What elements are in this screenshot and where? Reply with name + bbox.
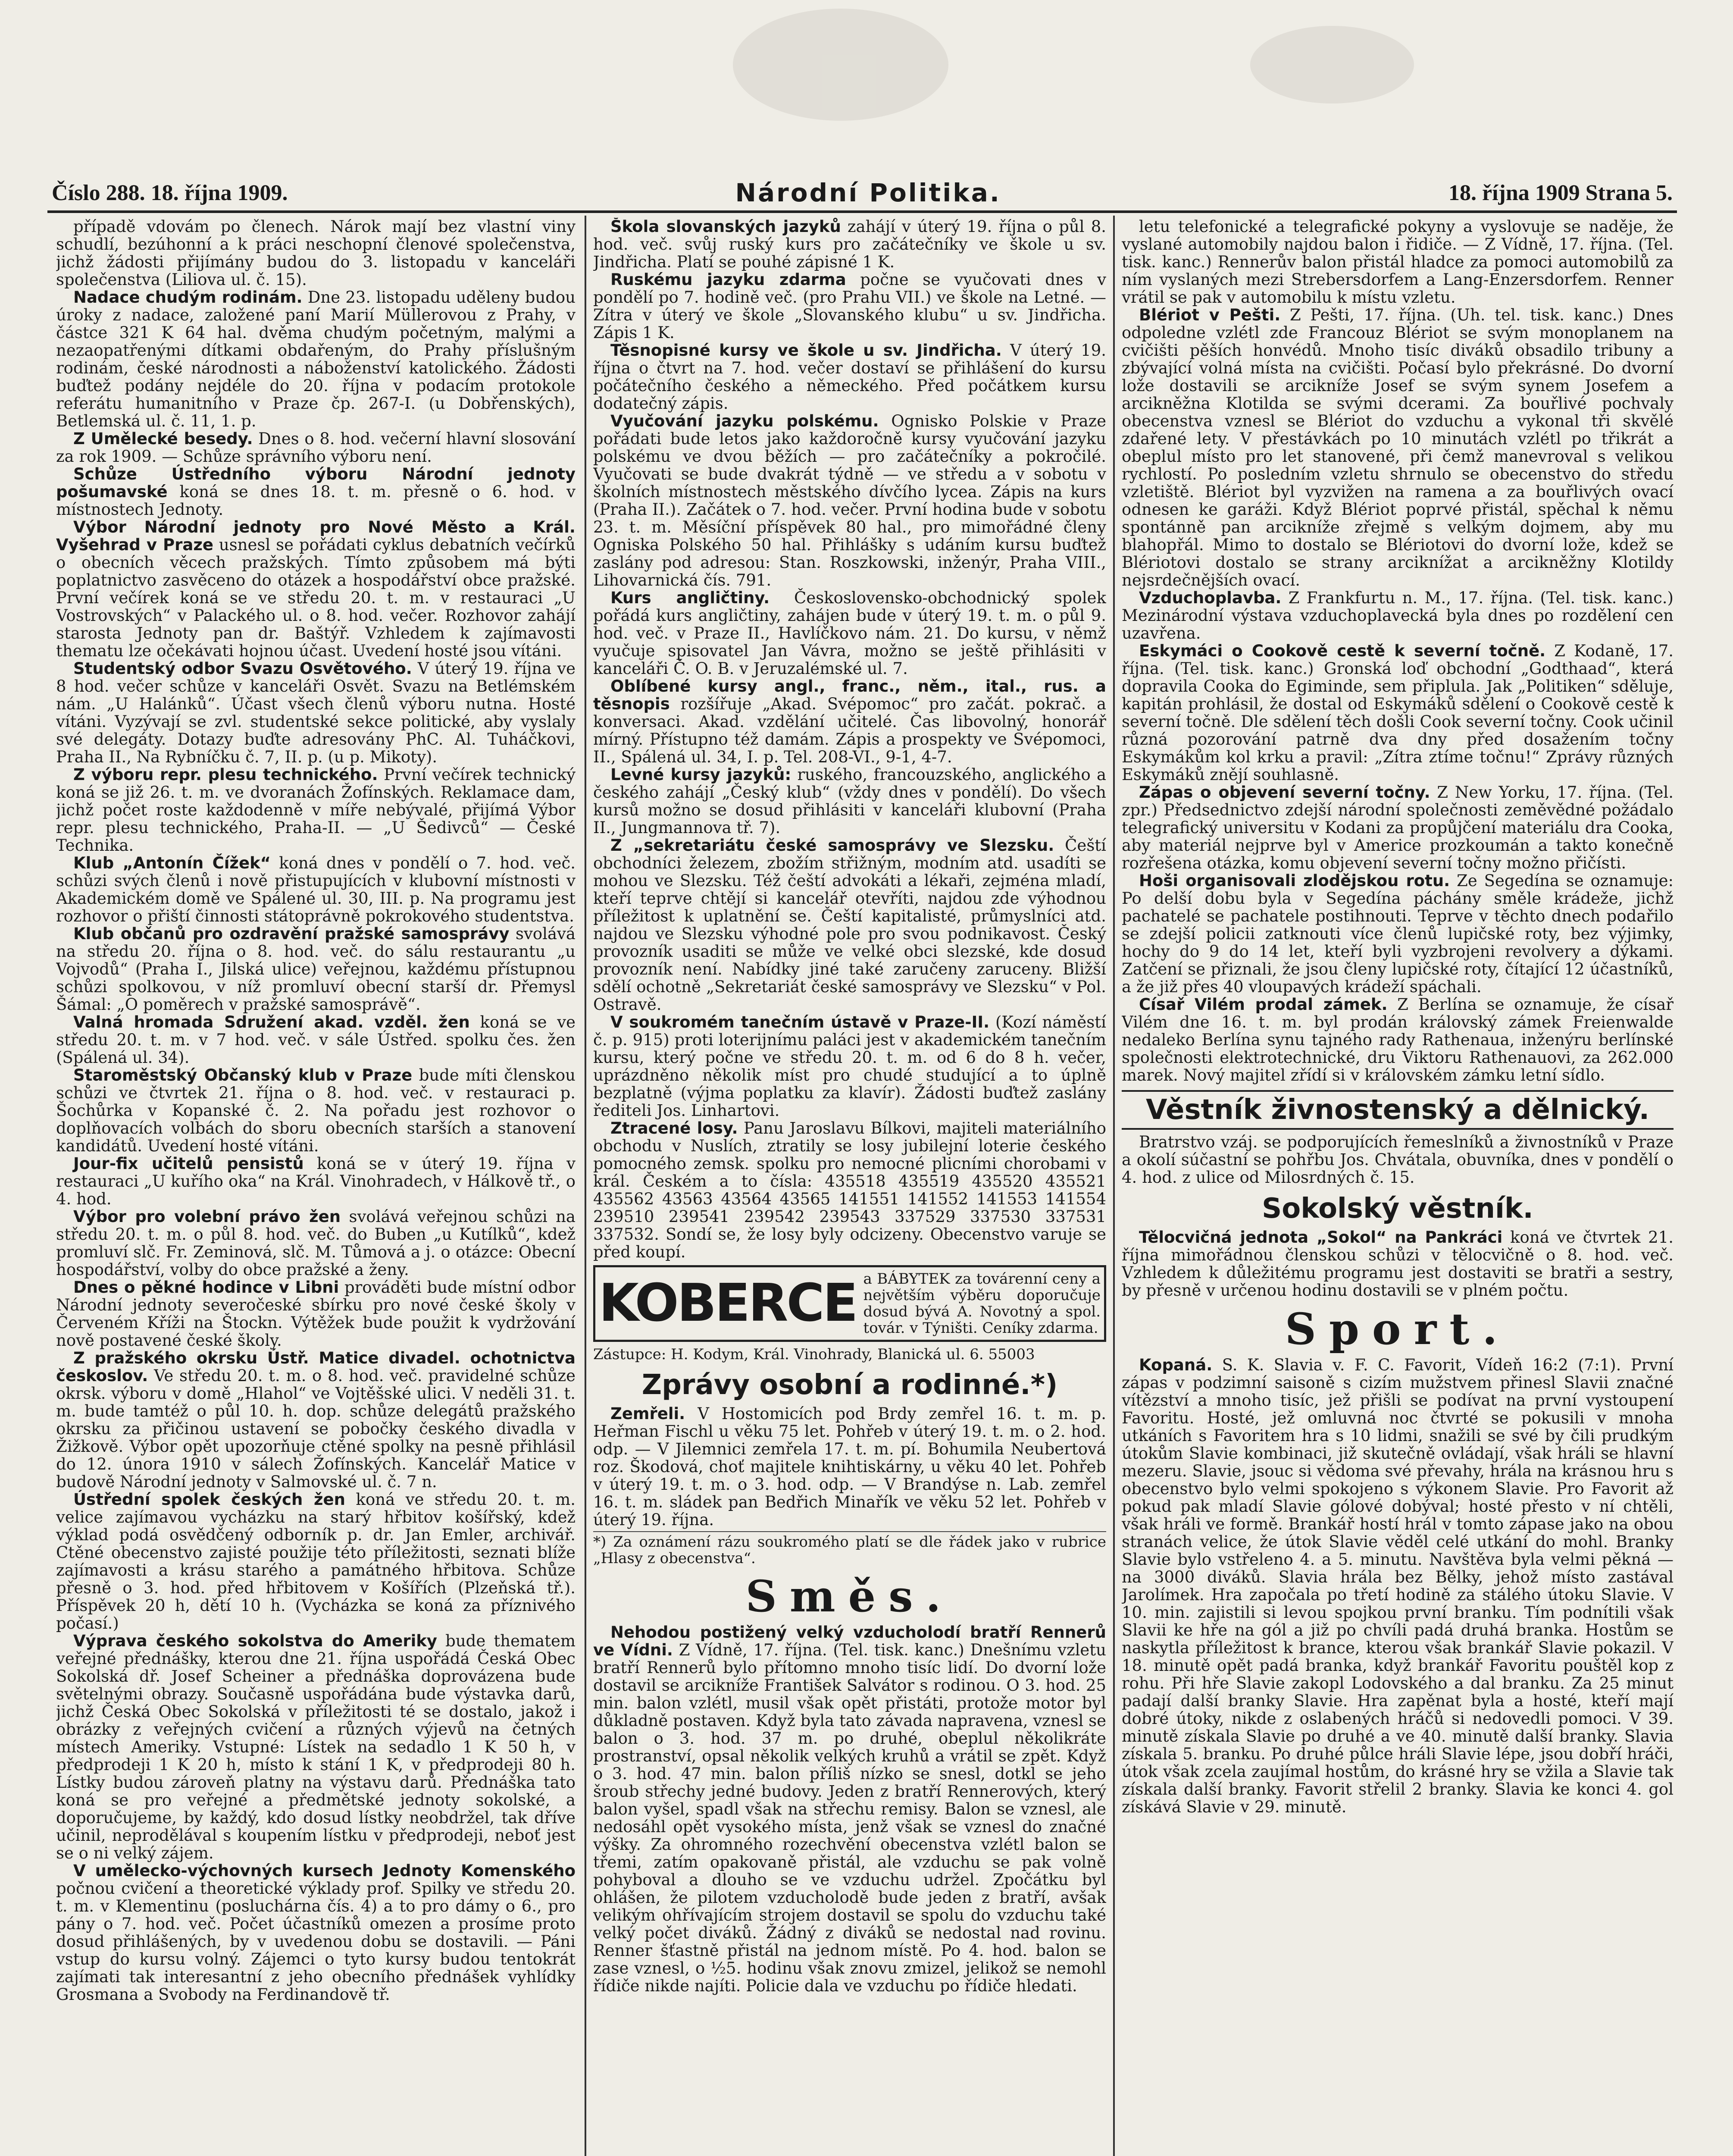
ad-agent: Zástupce: H. Kodym, Král. Vinohrady, Blanická ul. 6.	[593, 1346, 984, 1363]
news-item	[593, 1013, 1106, 1119]
news-item	[593, 589, 1106, 677]
news-item-text: Z Pešti, 17. října. (Uh. tel. tisk. kanc.) Dnes odpoledne vzlétl zde Francouz Blériot se svým monoplanem na cvičišti pěších honvédů. Mnoho tisíc diváků obsadilo tribuny a zbývající volná místa na cvičišti. Počasí bylo překrásné. Do dvorní lože dostavili se arcikníže Josef se svým synem Josefem a arcikněžna Klotilda se svými dcerami. Za bouřlivé pochvaly obecenstva vznesl se Blériot do vzduchu a vykonal tři skvělé zdařené lety. V přestávkách po 10 minutách vzlétl po třikrát a obeplul místo pro let stanovené, při čemž manevroval s velikou rychlostí. Po posledním vzletu shrnulo se obecenstvo do středu vzletiště. Blériot byl vyzvižen na ramena a za bouřlivých ovací odnesen ke garáži. Když Blériot poprvé přistál, spěchal k němu spontánně pan arcikníže zřejmě s velkým dojmem, aby mu blahopřál. Mimo to dostalo se Blériotovi do dvorní lože, kdež se Blériotovi dostalo se strany arciknížat a arcikněžny Klotildy nejsrdečnějších ovací.	[1122, 306, 1674, 589]
section-heading-miscellany: Směs.	[745, 1571, 954, 1622]
ad-body: a BÁBYTEK za továrenní ceny a největším výběru doporučuje dosud bývá A. Novotný a spol. továr. v Týništi. Ceníky zdarma.	[863, 1270, 1101, 1337]
column-1	[56, 218, 576, 2156]
news-item-text: Panu Jaroslavu Bílkovi, majiteli materiálního obchodu v Nuslích, ztratily se losy jubilejní loterie českého pomocného zemsk. spolku pro nemocné plicními chorobami v král. Českém a to čísla: 435518 435519 435520 435521 435562 43563 43564 43565 141551 141552 141553 141554 239510 239541 239542 239543 337529 337530 337531 337532. Sondí se, že losy byly odcizeny. Obecenstvo varuje se před koupí.	[593, 1119, 1106, 1261]
news-item	[56, 1208, 576, 1279]
news-item-lead: Výbor Národní jednoty pro Nové Město a Král. Vyšehrad v Praze	[56, 518, 576, 554]
news-item-text: Ognisko Polskie v Praze pořádati bude letos jako každoročně kursy vyučování jazyku polskému ve dvou běžích — pro začátečníky a pokročilé. Vyučovati se bude dvakrát týdně — ve středu a v sobotu v školních místnostech městského dívčího lycea. Zápis na kurs (Praha II.). Začátek o 7. hod. večer. První hodina bude v sobotu 23. t. m. Měsíční příspěvek 80 hal., pro mimořádné členy Ogniska Polského 50 hal. Přihlášky s udáním kursu buďtež zaslány pod adresou: Stan. Roszkowski, inženýr, Praha VIII., Lihovarnická čís. 791.	[593, 412, 1106, 589]
news-item	[593, 766, 1106, 837]
sport-item: Kopaná. S. K. Slavia v. F. C. Favorit, Vídeň 16:2 (7:1). První zápas v podzimní saisoně s cizím mužstvem přinesl Slavii značné vítězství a mnoho tisíc, jež přišli se podívat na první vystoupení Favoritu. Hosté, jež omluvná noc čtvrté se pokusili v mnoha utkáních s Favoritem hra s 10 lidmi, snažili se své by čili prudkým útokům Slavie kombinaci, již skutečně ovládají, však hráli se hlavní mezeru. Slavie, jsouc si vědoma své převahy, hrála na krásnou hru s obecenstvo bylo velmi spokojeno s výkonem Slavie. Pro Favorit až pokud pak mladí Slavie gólové dobýval; hosté přesto v ní chtěli, však hráli ve formě. Brankář hostí hrál v tomto zápase jako na obou stranách velice, že útok Slavie věděl celé utkání do mohl. Branky Slavie bylo vstřeleno 4. a 5. minutu. Navštěva byla velmi pěkná — na 3000 diváků. Slavia hrála bez Bělky, jehož místo zastával Jarolímek. Hra započala po třetí hodině za stálého útoku Slavie. V 10. min. zajistili si levou spojkou první branku. Tím podnítili však Slavii ke hře na gól a již po chvíli padá druhá branka. Hostům se naskytla příležitost k brance, kterou však brankář Slavie pokazil. V 18. minutě opět padá branka, když brankář Favoritu pouštěl kop z rohu. Při hře Slavie zakopl Lodovského a dal branku. Za 25 minut padají další branky Slavie. Hra zapěnat byla a hosté, kteří mají dobré útoky, nikde z oslabených hráčů si nedovedli pomoci. V 39. minutě získala Slavie po druhé a ve 40. minutě další branky. Slavia získala 5. branku. Po druhé půlce hráli Slavie lépe, jsou dobří hráči, útok však zcela zaujímal hostům, do krásné hry se vžila a Slavie tak získala další branky. Favorit střelil 2 branky. Slavia ke konci 4. gol získává Slavie v 29. minutě.	[1122, 1356, 1674, 1816]
news-item-lead: Výbor pro volební právo žen	[73, 1207, 341, 1226]
news-item-lead: Schůze Ústředního výboru Národní jednoty pošumavské	[56, 465, 576, 501]
news-item-lead: Císař Vilém prodal zámek.	[1139, 995, 1388, 1014]
news-item-lead: Kurs angličtiny.	[610, 589, 770, 607]
news-item	[56, 1349, 576, 1491]
news-item	[56, 465, 576, 518]
news-item	[56, 660, 576, 766]
news-item-lead: Vyučování jazyku polskému.	[610, 412, 879, 430]
news-item	[56, 854, 576, 925]
news-item	[56, 1491, 576, 1632]
news-item-text: koná dnes v pondělí o 7. hod. več. schůzi svých členů i nově přistupujících v klubovní místnosti v Akademickém domě ve Spálené ul. 30, III. p. Na programu jest rozhovor o přiští činnosti státoprávně pokrokového studentstva.	[56, 854, 576, 925]
news-item-text: Z Kodaně, 17. října. (Tel. tisk. kanc.) Gronská loď obchodní „Godthaad“, která dopravila Cooka do Egiminde, sem připlula. Jak „Politiken“ sděluje, kapitán prohlásil, že dostal od Eskymáků sdělení o Cookově cestě k severní točně. Dle sdělení těch došli Cook severní točny. Cook učinil různá pozorování patrně dva dny před dosažením točny Eskymákům kol krku a pravil: „Zítra ztíme točnu!“ Zprávy různých Eskymáků znějí souhlasně.	[1122, 642, 1674, 784]
news-item-lead: Výprava českého sokolstva do Ameriky	[73, 1632, 437, 1650]
news-item	[56, 1632, 576, 1862]
news-item-lead: Valná hromada Sdružení akad. vzděl. žen	[73, 1013, 470, 1031]
news-item	[593, 1405, 1106, 1529]
news-item	[56, 1155, 576, 1208]
news-item	[1122, 306, 1674, 589]
news-item	[56, 925, 576, 1013]
news-item-lead: Ztracené losy.	[610, 1119, 738, 1138]
news-item-text: Československo-obchodnický spolek pořádá kurs angličtiny, zahájen bude v úterý 19. t. m. o půl 9. hod. več. v Praze II., Havlíčkovo nám. 21. Do kursu, v němž vyučuje spisovatel Jan Vávra, možno se ještě přihlásiti v kanceláři Č. O. B. v Jeruzalémské ul. 7.	[593, 589, 1106, 678]
ad-headline: KOBERCE	[599, 1273, 857, 1333]
news-item-text: (Kozí náměstí č. p. 915) proti loterijnímu paláci jest v akademickém tanečním kursu, který počne ve středu 20. t. m. od 6 do 8 h. večer, uprázdněno několik míst pro chudé studující a to úplně bezplatně (výjma poplatku za klavír). Žádosti buďtež zaslány řediteli Jos. Linhartovi.	[593, 1013, 1106, 1120]
news-item-lead: Blériot v Pešti.	[1139, 306, 1281, 324]
news-item-lead: Eskymáci o Cookově cestě k severní točně.	[1139, 642, 1546, 660]
newspaper-title: Národní Politika.	[735, 178, 1001, 207]
masthead-rule	[47, 210, 1677, 213]
news-item-text: V úterý 19. října o čtvrt na 7. hod. večer dostaví se přihlášení do kursu počátečního českého a německého. Před počátkem kursu dodatečný zápis.	[593, 341, 1106, 413]
news-item	[1122, 642, 1674, 783]
news-item-text: Čeští obchodníci železem, zbožím střižným, modním atd. usadíti se mohou ve Slezsku. Též čeští advokáti a lékaři, zejména mladí, kteří teprve chtějí si kancelář otevříti, najdou zde výhodnou příležitost k uplatnění se. Čeští kapitalisté, průmyslníci atd. najdou ve Slezsku výhodné pole pro svou podnikavost. Český provozník usaditi se může ve velké obci slezské, kde dosud provozník není. Nabídky jiné také zaručeny zaruceny. Bližší sdělí ochotně „Sekretariát české samosprávy ve Slezsku“ v Pol. Ostravě.	[593, 836, 1106, 1014]
news-item-text: koná se dnes 18. t. m. přesně o 6. hod. v místnostech Jednoty.	[56, 483, 576, 519]
news-item-lead: Levné kursy jazyků:	[610, 765, 791, 784]
news-item	[593, 837, 1106, 1013]
news-item-text: počnou cvičení a theoretické výklady prof. Spilky ve středu 20. t. m. v Klementinu (posluchárna čís. 4) a to pro dámy o 6., pro pány o 7. hod. več. Počet účastníků omezen a prosíme proto dosud přihlášených, by v uvedenou dobu se dostavili. — Páni vstup do kursu volný. Zájemci o tyto kursy budou tentokrát zajímati tak interesantní z jeho obecního přednášek vyhlídky Grosmana a Svobody na Ferdinandově tř.	[56, 1879, 576, 2004]
news-item	[56, 1862, 576, 2003]
section-heading-sport: Sport.	[1285, 1304, 1511, 1354]
news-item-text: ruského, francouzského, anglického a českého zahájí „Český klub“ (vždy dnes v pondělí). Do všech kursů možno se dosud přihlásiti v kanceláři klubovní (Praha II., Jungmannova tř. 7).	[593, 765, 1106, 837]
news-item-lead: Jour-fix učitelů pensistů	[73, 1154, 304, 1173]
section-heading-personal: Zprávy osobní a rodinné.*)	[641, 1369, 1058, 1401]
column-3-news	[1122, 218, 1674, 1084]
news-item	[56, 1279, 576, 1349]
miscellany-news	[593, 1623, 1106, 1995]
news-item	[56, 430, 576, 465]
personal-news	[593, 1405, 1106, 1529]
news-item	[1122, 589, 1674, 642]
news-item-lead: Ústřední spolek českých žen	[73, 1490, 345, 1509]
news-item-lead: V soukromém tanečním ústavě v Praze-II.	[610, 1013, 990, 1031]
ad-footer	[593, 1346, 1106, 1363]
news-item-lead: V umělecko-výchovných kursech Jednoty Komenského	[73, 1861, 576, 1880]
news-item-text: bude míti členskou schůzi ve čtvrtek 21. října o 8. hod. več. v restauraci p. Šochůrka v Kopanské č. 2. Na pořadu jest rozhovor o doplňovacích volbách do sboru obecních starších a stanovení kandidátů. Uvedení hosté vítáni.	[56, 1066, 576, 1155]
news-item-lead: Studentský odbor Svazu Osvětového.	[73, 659, 412, 678]
news-item-lead: Z „sekretariátu české samosprávy ve Slezsku.	[610, 836, 1054, 855]
news-item-lead: Hoši organisovali zlodějskou rotu.	[1139, 871, 1450, 890]
news-item-text: případě vdovám po členech. Nárok mají bez vlastní viny schudlí, bezúhonní a k práci neschopní členové společenstva, jichž žádosti přijímány budou do 3. listopadu v kanceláři společenstva (Liliova ul. č. 15).	[56, 218, 576, 289]
news-item-text: Ze Segedína se oznamuje: Po delší dobu byla v Segedína páchány směle krádeže, jichž pachatelé se pachatele postihnouti. Teprve v těchto dnech podařilo se zdejší policii zatknouti více členů lupičské roty, bez výjimky, hochy do 9 do 14 let, kteří byli vyzbrojeni revolvery a dýkami. Zatčení se přiznali, že jsou členy lupičské roty, čítající 12 účastníků, a že již přes 40 vloupavých krádeží spáchali.	[1122, 871, 1674, 996]
news-item	[56, 1066, 576, 1155]
news-item-text: koná se ve středu 20. t. m. v 7 hod. več. v sále Ústřed. spolku čes. žen (Spálená ul. 34).	[56, 1013, 576, 1067]
news-item-text: Dnes o 8. hod. večerní hlavní slosování za rok 1909. — Schůze správního výboru není.	[56, 429, 576, 466]
news-item-text: V Hostomicích pod Brdy zemřel 16. t. m. p. Heřman Fischl u věku 75 let. Pohřeb v úterý 19. t. m. o 2. hod. odp. — V Jilemnici zemřela 17. t. m. pí. Bohumila Neubertová roz. Škodová, choť majitele knihtiskárny, u věku 40 let. Pohřeb v úterý 19. t. m. o 3. hod. odp. — V Brandýse n. Lab. zemřel 16. t. m. sládek pan Bedřich Minařík ve věku 52 let. Pohřeb v úterý 19. října.	[593, 1404, 1106, 1529]
news-item-lead: Z výboru repr. plesu technického.	[73, 765, 378, 784]
column-3	[1122, 218, 1674, 2156]
news-item-lead: Dnes o pěkné hodince v Libni	[73, 1278, 339, 1297]
news-item-lead: Ruskému jazyku zdarma	[610, 270, 846, 289]
news-item	[56, 288, 576, 430]
column-2	[593, 218, 1106, 2156]
masthead	[52, 178, 1673, 208]
news-item-text: Z New Yorku, 17. října. (Tel. zpr.) Předsednictvo zdejší národní společnosti zeměvědné požádalo telegrafický universitu v Kodani za propůjčení materiálu dra Cooka, aby materiál nejprve byl v Americe prozkoumán a takto konečně rozřešena otázka, komu objevení severní točny možno přičísti.	[1122, 783, 1674, 872]
news-item-text: koná ve středu 20. t. m. velice zajímavou vycházku na starý hřbitov košířský, kdež výklad podá osvědčený odborník p. dr. Jan Emler, archivář. Ctěné obecenstvo zajisté použije této příležitosti, seznati blíže zajímavosti a krásu starého a památného hřbitova. Schůze přesně o 3. hod. před hřbitovem v Košířích (Plzeňská tř.). Příspěvek 20 h, dětí 10 h. (Vycházka se koná za příznivého počasí.)	[56, 1490, 576, 1633]
news-item-text: První večírek technický koná se již 26. t. m. ve dvoranách Žofínských. Reklamace dam, jichž počet roste každodenně v míře nebývalé, přijímá Výbor repr. plesu technického, Praha-II. — „U Šedivců“ — České Technika.	[56, 765, 576, 855]
news-item-text: zahájí v úterý 19. října o půl 8. hod. več. svůj ruský kurs pro začátečníky ve škole u sv. Jindřicha. Platí se pouhé zápisné 1 K.	[593, 218, 1106, 271]
news-item-text: rozšířuje „Akad. Svépomoc“ pro začát. pokrač. a konversaci. Akad. vzdělání učitelé. Čas libovolný, honorář mírný. Přístupno též damám. Zápis a prospekty ve Svépomoci, II., Spálená ul. 34, I. p. Tel. 208-VI., 9-1, 4-7.	[593, 695, 1106, 766]
news-item-text: Z Berlína se oznamuje, že císař Vilém dne 16. t. m. byl prodán královský zámek Freienwalde nedaleko Berlína synu tajného rady Rathenaua, inženýru berlínské společnosti elektrotechnické, dru Viktoru Rathenauovi, za 262.000 marek. Nový majitel zřídí si v královském zámku letní sídlo.	[1122, 995, 1674, 1084]
news-item	[56, 1013, 576, 1066]
news-item-text: Dne 23. listopadu uděleny budou úroky z nadace, založené paní Marií Müllerovou z Prahy, v částce 321 K 64 hal. dvěma chudým početným, malými a nezaopatřenými dítkami obdařeným, do Prahy příslušným rodinám, české národnosti a náboženství katolického. Žádosti buďtež podány nejdéle do 20. října v podacím protokole referátu humanitního v Praze čp. 267-I. (u Dobřenských), Betlemská ul. č. 11, 1. p.	[56, 288, 576, 430]
column-2-notices	[593, 218, 1106, 1261]
news-item	[593, 412, 1106, 589]
paper-stain	[733, 9, 948, 121]
news-item-lead: Zápas o objevení severní točny.	[1139, 783, 1430, 802]
news-item-text: Z Vídně, 17. října. (Tel. tisk. kanc.) Dnešnímu vzletu bratří Rennerů bylo přítomno mnoho tisíc lidí. Do dvorní lože dostavil se arcikníže František Salvátor s rodinou. O 3. hod. 25 min. balon vzlétl, musil však opět přistáti, protože motor byl důkladně postaven. Když byla tato závada napravena, vznesl se balon o 3. hod. 37 m. po druhé, obeplul několikráte prostranství, opsal několik velkých kruhů a vrátil se zpět. Když o 3. hod. 47 min. balon příliš nízko se snesl, dotkl se jeho šroub střechy jedné budovy. Jeden z bratří Rennerových, který balon vyšel, spadl však na střechu remisy. Balon se vznesl, ale nedosáhl opět vysokého místa, jenž však se vznesl do značné výšky. Za ohromného rozechvění obecenstva vzlétl balon se třemi, zatím opakovaně přistál, ale vzduchu se pak volně pohyboval a dlouho se ve vzduchu udržel. Zpočátku byl ohlášen, že pilotem vzducholodě bude jeden z bratří, avšak velikým ohřívajícím strojem dostavil se spolu do vzduchu také velký počet diváků. Žádný z diváků se nedostal nad rovinu. Renner šťastně přistál na jednom místě. Po 4. hod. balon se zase vznesl, o ½5. hodinu však znovu zmizel, jelikož se nemohl řídiče nikde najíti. Policie dala ve vzduchu po řídiče hledati.	[593, 1641, 1106, 1995]
news-item-lead: Staroměstský Občanský klub v Praze	[73, 1066, 413, 1084]
news-item-text: Ve středu 20. t. m. o 8. hod. več. pravidelné schůze okrsk. výboru v domě „Hlahol“ ve Vojtěšské ulici. V neděli 31. t. m. bude tamtéž o půl 10. h. dop. schůze delegátů pražského okrsku za přičinou ustavení se pobočky českého divadla v Žižkově. Výbor opět upozorňuje ctěné spolky na pesně přihlásil do 12. února 1910 v sálech Žofínských. Kancelář Matice v budově Národní jednoty v Salmovské ul. č. 7 n.	[56, 1366, 576, 1491]
news-item-lead: Zemřeli.	[610, 1404, 685, 1423]
news-item-lead: Oblíbené kursy angl., franc., něm., ital., rus. a těsnopis	[593, 677, 1106, 713]
news-item	[593, 1623, 1106, 1995]
news-item-lead: Těsnopisné kursy ve škole u sv. Jindřicha.	[610, 341, 1002, 360]
news-item-lead: Z pražského okrsku Ústř. Matice divadel. ochotnictva českoslov.	[56, 1349, 576, 1385]
news-item-lead: Nadace chudým rodinám.	[73, 288, 303, 307]
news-item-text: letu telefonické a telegrafické pokyny a vyslovuje se naděje, že vyslané automobily najdou balon i řidiče. — Z Vídně, 17. října. (Tel. tisk. kanc.) Rennerův balon přistál hladce za pomoci automobilů za ním vyslaných mezi Strebersdorfem a Lang-Enzersdorfem. Renner vrátil se pak v automobilu k místu vzletu.	[1122, 218, 1674, 307]
news-item-lead: Z Umělecké besedy.	[73, 429, 253, 448]
carpet-advertisement	[593, 1265, 1106, 1342]
news-item-text: prováděti bude místní odbor Národní jednoty severočeské sbírku pro nové české školy v Červeném Kříži na Štockn. Výtěžek bude použit k vydržování nově postavené české školy.	[56, 1278, 576, 1350]
news-item-lead: Klub „Antonín Čížek“	[73, 854, 271, 872]
page-date-number: 18. října 1909 Strana 5.	[1448, 180, 1673, 205]
news-item	[56, 218, 576, 288]
news-item-text: Z Frankfurtu n. M., 17. října. (Tel. tisk. kanc.) Mezinárodní výstava vzduchoplavecká byla dnes po rozdělení cen uzavřena.	[1122, 589, 1674, 642]
news-item	[1122, 783, 1674, 872]
sokol-item: Tělocvičná jednota „Sokol“ na Pankráci koná ve čtvrtek 21. října mimořádnou členskou schůzi v tělocvičně o 8. hod. več. Vzhledem k důležitému programu jest dostaviti se bratři a sestry, by přesně v určenou hodinu dostavili se v plném počtu.	[1122, 1228, 1674, 1300]
news-item	[1122, 218, 1674, 306]
footnote: *) Za oznámení rázu soukromého platí se dle řádek jako v rubrice „Hlasy z obecenstva“.	[593, 1531, 1106, 1567]
news-item	[56, 766, 576, 854]
news-item	[593, 677, 1106, 766]
news-item	[1122, 996, 1674, 1084]
news-item	[593, 218, 1106, 271]
issue-number-date: Číslo 288. 18. října 1909.	[52, 180, 288, 205]
news-item-text: bude thematem veřejné přednášky, kterou dne 21. října uspořádá Česká Obec Sokolská dř. Josef Scheiner a přednáška doprovázena bude světelnými obrazy. Současně uspořádána bude výstavka darů, jichž Česká Obec Sokolská v příležitosti té se dostalo, jakož i obrázky z veřejných cvičení a různých výjevů na četných místech Ameriky. Vstupné: Lístek na sedadlo 1 K 50 h, v předprodeji 1 K 20 h, místo k stání 1 K, v předprodeji 80 h. Lístky budou zároveň platny na výstavu darů. Přednáška tato koná se pro veřejné a předmětské jednoty sokolské, a doporučujeme, by každý, kdo dosud lístky neobdržel, tak dříve učinil, neprodělával s koupením lístku v předprodeji, neboť jest se o ni velký zájem.	[56, 1632, 576, 1862]
news-item	[593, 271, 1106, 342]
news-item-text: usnesl se pořádati cyklus debatních večírků o obecních věcech pražských. Tímto způsobem má býti poplatnictvo zasvěceno do otázek a hospodářství obce pražské. První večírek koná se ve středu 20. t. m. v restauraci „U Vostrovských“ v Palackého ul. o 8. hod. večer. Rozhovor zahájí starosta Jednoty pan dr. Baštýř. Vzhledem k zajímavosti thematu lze očekávati hojnou účast. Uvedení hosté jsou vítáni.	[56, 536, 576, 660]
news-item-text: svolává na středu 20. října o 8. hod. več. do sálu restaurantu „u Vojvodů“ (Praha I., Jilská ulice) veřejnou, každému přístupnou schůzi spolkovou, v níž promluví obecní starší dr. Přemysl Šámal: „O poměrech v pražské samosprávě“.	[56, 924, 576, 1014]
news-item-text: koná se v úterý 19. října v restauraci „U kuřího oka“ na Král. Vinohradech, v Hálkově tř., o 4. hod.	[56, 1154, 576, 1208]
news-item	[56, 518, 576, 660]
news-item	[593, 1119, 1106, 1261]
news-item-text: počne se vyučovati dnes v pondělí po 7. hodině več. (pro Prahu VII.) ve škole na Letné. — Zítra v úterý ve škole „Slovanského klubu“ u sv. Jindřicha. Zápis 1 K.	[593, 270, 1106, 342]
paper-stain	[1250, 26, 1414, 103]
news-item-lead: Vzduchoplavba.	[1139, 589, 1282, 607]
ad-code: 55003	[988, 1346, 1035, 1363]
news-item-text: svolává veřejnou schůzi na středu 20. t. m. o půl 8. hod. več. do Buben „u Kutílků“, kdež promluví slč. Fr. Zeminová, slč. M. Tůmová a j. o otázce: Obecní hospodářství, volby do obce pražské a ženy.	[56, 1207, 576, 1279]
news-item-lead: Nehodou postižený velký vzducholodí bratří Rennerů ve Vídni.	[593, 1623, 1106, 1659]
column-divider	[585, 216, 586, 2156]
column-divider	[1113, 216, 1115, 2156]
news-item-text: V úterý 19. října ve 8 hod. večer schůze v kanceláři Osvět. Svazu na Betlémském nám. „U Halánků“. Účast všech členů výboru nutna. Hosté vítáni. Vyzývají se zvl. studentské sekce politické, aby vyslaly své delegáty. Dotazy buďte adresovány PhC. Al. Tuháčkovi, Praha II., Na Rybníčku č. 7, II. p. (u p. Mikoty).	[56, 659, 576, 766]
section-heading-trade: Věstník živnostenský a dělnický.	[1122, 1090, 1674, 1130]
news-item	[1122, 872, 1674, 996]
section-heading-sokol: Sokolský věstník.	[1262, 1193, 1533, 1225]
news-item-lead: Škola slovanských jazyků	[610, 218, 841, 236]
trade-item: Bratrstvo vzáj. se podporujících řemeslníků a živnostníků v Praze a okolí súčastní se pohřbu Jos. Chvátala, obuvníka, dnes v pondělí o 4. hod. z ulice od Milosrdných č. 15.	[1122, 1133, 1674, 1187]
news-item-lead: Klub občanů pro ozdravění pražské samosprávy	[73, 924, 510, 943]
news-item	[593, 342, 1106, 412]
